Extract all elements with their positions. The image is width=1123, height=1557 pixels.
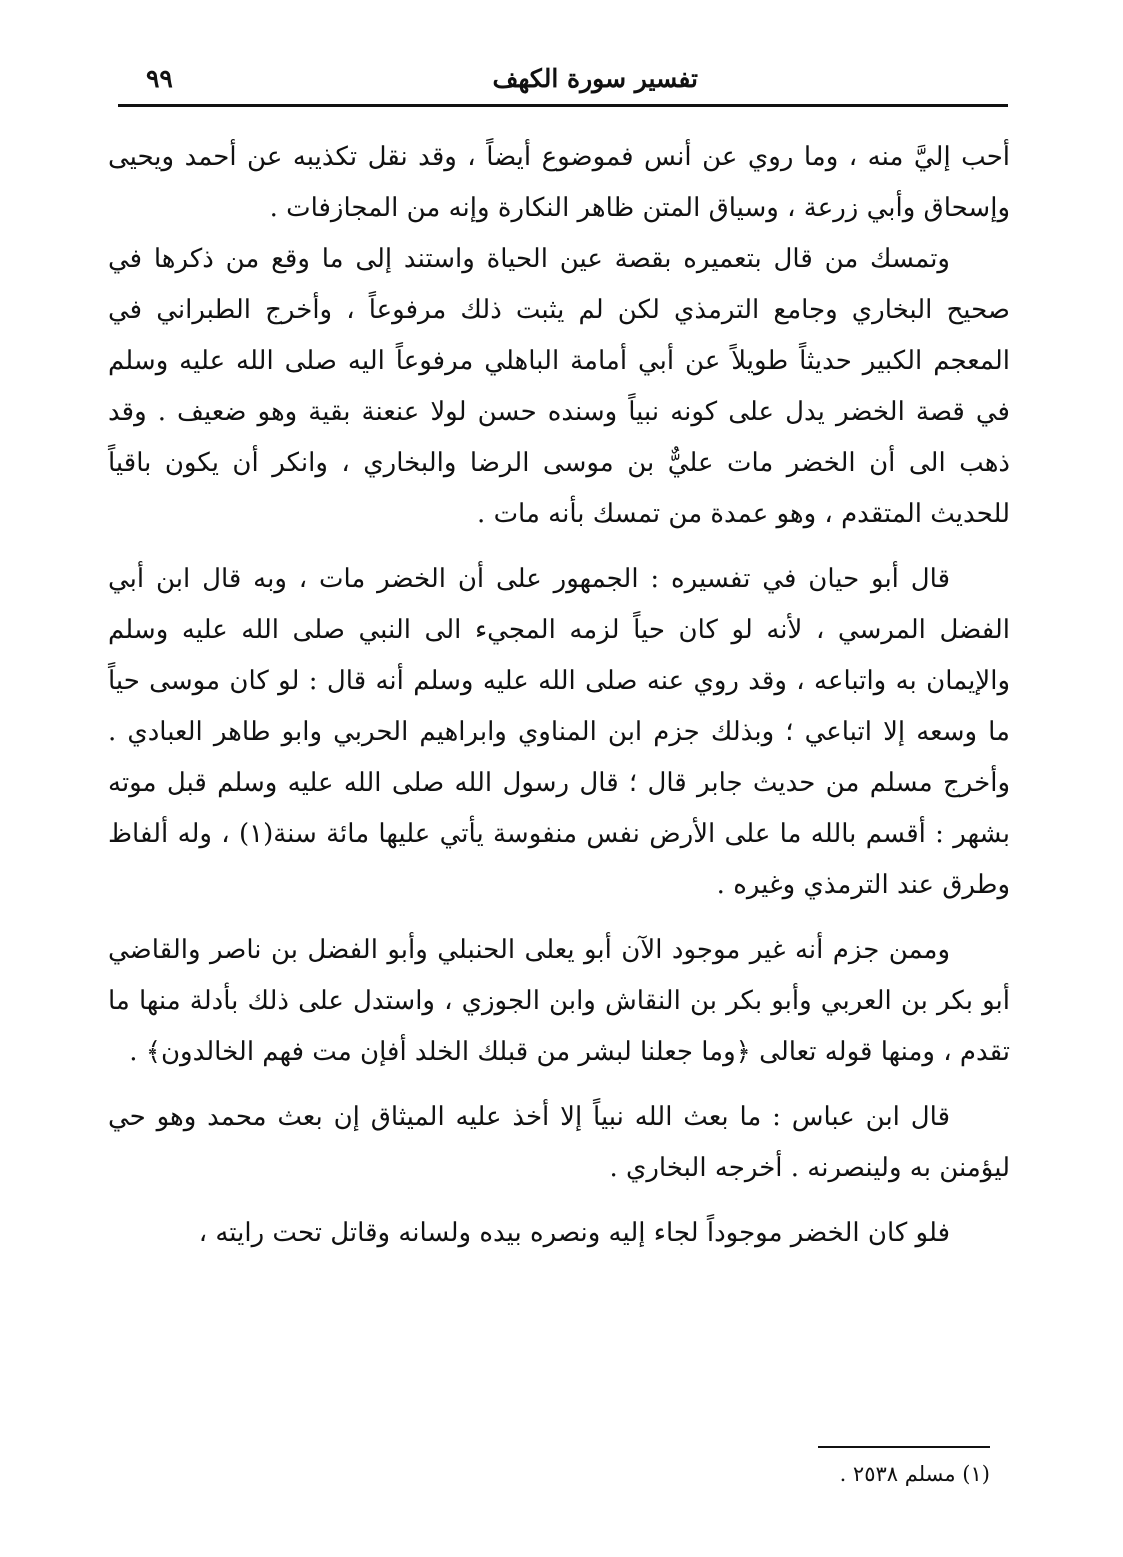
paragraph: وتمسك من قال بتعميره بقصة عين الحياة واستند إلى ما وقع من ذكرها في صحيح البخاري وجامع الترمذي لكن لم يثبت ذلك مرفوعاً ، وأخرج الطبراني في المعجم الكبير حديثاً طويلاً عن أبي أمامة الباهلي مرفوعاً اليه صلى الله عليه وسلم في قصة الخضر يدل على كونه نبياً وسنده حسن لولا عنعنة بقية وهو ضعيف . وقد ذهب الى أن الخضر مات عليٌّ بن موسى الرضا والبخاري ، وانكر أن يكون باقياً للحديث المتقدم ، وهو عمدة من تمسك بأنه مات . [108,244,1010,529]
footnote-divider [818,1446,990,1448]
paragraph: فلو كان الخضر موجوداً لجاء إليه ونصره بيده ولسانه وقاتل تحت رايته ، [198,1218,950,1248]
paragraph: قال أبو حيان في تفسيره : الجمهور على أن الخضر مات ، وبه قال ابن أبي الفضل المرسي ، لأنه لو كان حياً لزمه المجيء الى النبي صلى الله عليه وسلم والإيمان به واتباعه ، وقد روي عنه صلى الله عليه وسلم أنه قال : لو كان موسى حياً ما وسعه إلا اتباعي ؛ وبذلك جزم ابن المناوي وابراهيم الحربي وابو طاهر العبادي . وأخرج مسلم من حديث جابر قال ؛ قال رسول الله صلى الله عليه وسلم قبل موته بشهر : أقسم بالله ما على الأرض نفس منفوسة يأتي عليها مائة سنة(١) ، وله ألفاظ وطرق عند الترمذي وغيره . [108,564,1010,900]
paragraph: أحب إليَّ منه ، وما روي عن أنس فموضوع أيضاً ، وقد نقل تكذيبه عن أحمد ويحيى وإسحاق وأبي زرعة ، وسياق المتن ظاهر النكارة وإنه من المجازفات . [108,142,1010,223]
header-divider [118,104,1008,107]
paragraph: قال ابن عباس : ما بعث الله نبياً إلا أخذ عليه الميثاق إن بعث محمد وهو حي ليؤمنن به ولينصرنه . أخرجه البخاري . [108,1102,1010,1183]
page-number: ٩٩ [146,64,173,93]
body-text [108,132,1010,1273]
footnote: (١) مسلم ٢٥٣٨ . [839,1462,990,1486]
paragraph: وممن جزم أنه غير موجود الآن أبو يعلى الحنبلي وأبو الفضل بن ناصر والقاضي أبو بكر بن العربي وأبو بكر بن النقاش وابن الجوزي ، واستدل على ذلك بأدلة منها ما تقدم ، ومنها قوله تعالى ﴿وما جعلنا لبشر من قبلك الخلد أفإن مت فهم الخالدون﴾ . [108,935,1010,1067]
running-title: تفسير سورة الكهف [492,64,698,93]
page-header [118,60,1008,100]
